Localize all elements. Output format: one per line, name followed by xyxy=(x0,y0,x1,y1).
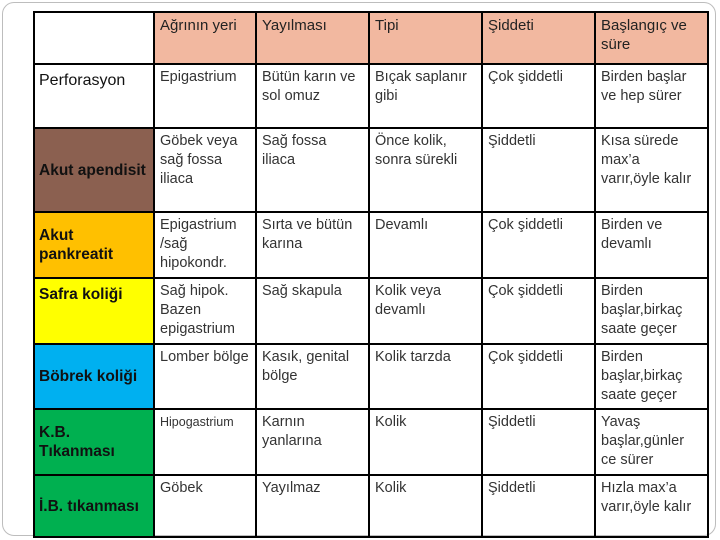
row-label-akut-pankreatit: Akut pankreatit xyxy=(34,212,154,278)
table-row xyxy=(34,212,708,278)
table-cell: Çok şiddetli xyxy=(482,64,595,128)
pain-comparison-table xyxy=(33,11,709,538)
table-cell: Birden ve devamlı xyxy=(595,212,708,278)
row-label-kb-tikanmasi: K.B. Tıkanması xyxy=(34,409,154,475)
table-cell: Bütün karın ve sol omuz xyxy=(256,64,369,128)
table-cell: Kolik xyxy=(369,475,482,537)
row-label-perforasyon: Perforasyon xyxy=(34,64,154,128)
table-cell: Sağ hipok. Bazen epigastrium xyxy=(154,278,256,344)
table-row xyxy=(34,278,708,344)
table-cell: Devamlı xyxy=(369,212,482,278)
table-cell: Sağ skapula xyxy=(256,278,369,344)
table-cell: Kolik xyxy=(369,409,482,475)
table-cell: Yavaş başlar,günler ce sürer xyxy=(595,409,708,475)
table-row xyxy=(34,475,708,537)
table-cell: Hipogastrium xyxy=(154,409,256,475)
table-cell: Bıçak saplanır gibi xyxy=(369,64,482,128)
table-cell: Çok şiddetli xyxy=(482,278,595,344)
header-cell-location: Ağrının yeri xyxy=(154,12,256,64)
table-cell: Önce kolik, sonra sürekli xyxy=(369,128,482,212)
table-cell: Birden başlar ve hep sürer xyxy=(595,64,708,128)
table-cell: Çok şiddetli xyxy=(482,344,595,409)
table-cell: Kolik tarzda xyxy=(369,344,482,409)
table-row xyxy=(34,128,708,212)
table-cell: Karnın yanlarına xyxy=(256,409,369,475)
header-cell-spread: Yayılması xyxy=(256,12,369,64)
table-cell: Epigastrium xyxy=(154,64,256,128)
table-cell: Sağ fossa iliaca xyxy=(256,128,369,212)
table-cell: Kasık, genital bölge xyxy=(256,344,369,409)
row-label-ib-tikanmasi: İ.B. tıkanması xyxy=(34,475,154,537)
table-cell: Kolik veya devamlı xyxy=(369,278,482,344)
row-label-bobrek-koligi: Böbrek koliği xyxy=(34,344,154,409)
table-cell: Şiddetli xyxy=(482,475,595,537)
table-cell: Göbek veya sağ fossa iliaca xyxy=(154,128,256,212)
table-cell: Epigastrium /sağ hipokondr. xyxy=(154,212,256,278)
table-cell: Birden başlar,birkaç saate geçer xyxy=(595,344,708,409)
header-cell-severity: Şiddeti xyxy=(482,12,595,64)
row-label-akut-apendisit: Akut apendisit xyxy=(34,128,154,212)
header-corner-cell xyxy=(34,12,154,64)
table-header-row xyxy=(34,12,708,64)
header-cell-onset: Başlangıç ve süre xyxy=(595,12,708,64)
table-cell: Şiddetli xyxy=(482,128,595,212)
table-row xyxy=(34,64,708,128)
header-cell-type: Tipi xyxy=(369,12,482,64)
table-cell: Yayılmaz xyxy=(256,475,369,537)
row-label-safra-koligi: Safra koliği xyxy=(34,278,154,344)
table-row xyxy=(34,409,708,475)
table-cell: Hızla max’a varır,öyle kalır xyxy=(595,475,708,537)
table-cell: Göbek xyxy=(154,475,256,537)
table-cell: Birden başlar,birkaç saate geçer xyxy=(595,278,708,344)
table-cell: Şiddetli xyxy=(482,409,595,475)
table-cell: Kısa sürede max’a varır,öyle kalır xyxy=(595,128,708,212)
table-cell: Çok şiddetli xyxy=(482,212,595,278)
table-cell: Sırta ve bütün karına xyxy=(256,212,369,278)
table-row xyxy=(34,344,708,409)
table-cell: Lomber bölge xyxy=(154,344,256,409)
